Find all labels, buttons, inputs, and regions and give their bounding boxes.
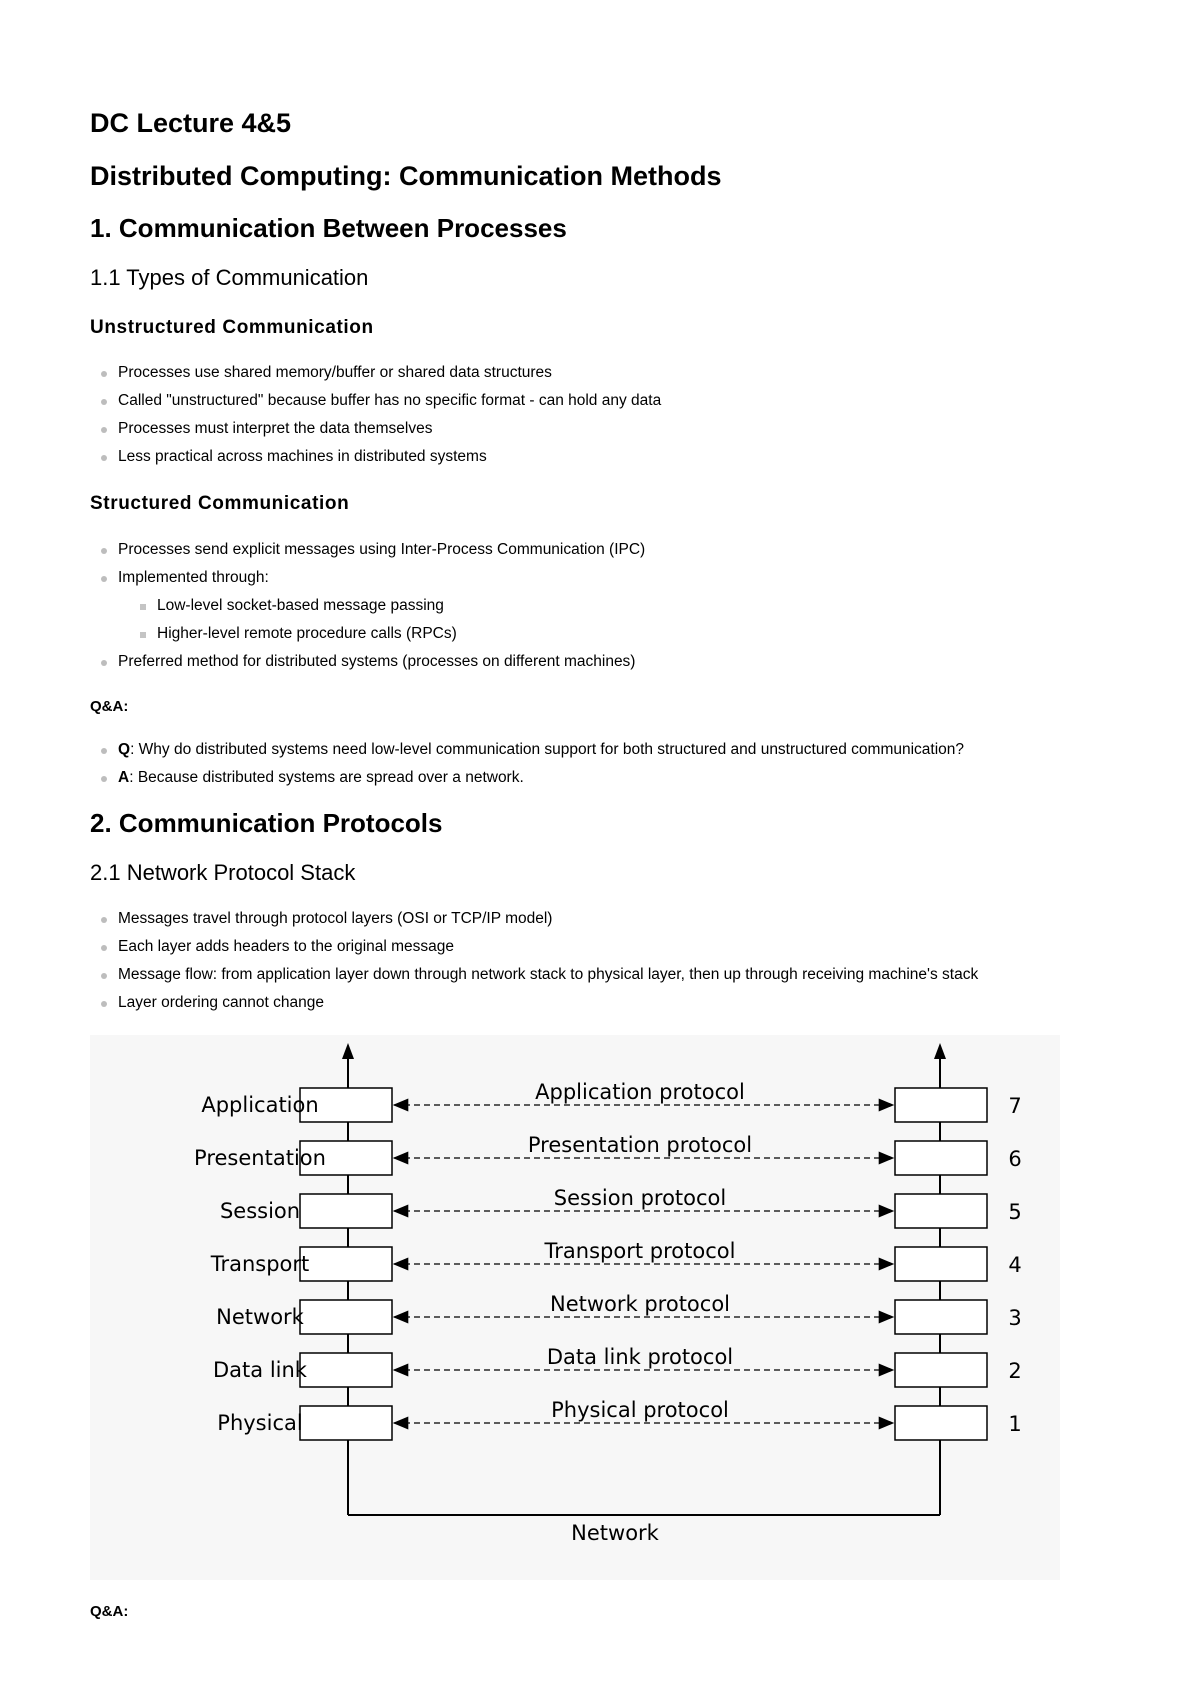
qa-label: Q&A: (90, 698, 129, 715)
osi-model-diagram (90, 1035, 1060, 1580)
section-1-1-heading: 1.1 Types of Communication (90, 265, 369, 290)
right-layer-box (895, 1406, 987, 1440)
layer-number: 5 (1008, 1200, 1022, 1224)
left-layer-box (300, 1247, 392, 1281)
section-2-heading: 2. Communication Protocols (90, 808, 443, 838)
protocol-label: Data link protocol (546, 1345, 734, 1369)
list-item: Processes send explicit messages using Inter-Process Communication (IPC) (90, 536, 645, 564)
answer-prefix: A (118, 769, 130, 786)
right-layer-box (895, 1194, 987, 1228)
question-item (90, 736, 964, 764)
document-subtitle: Distributed Computing: Communication Methods (90, 161, 722, 191)
list-item: Less practical across machines in distributed systems (90, 443, 661, 471)
right-layer-box (895, 1300, 987, 1334)
list-item: Processes use shared memory/buffer or shared data structures (90, 359, 661, 387)
layer-number: 2 (1008, 1359, 1022, 1383)
list-item: Messages travel through protocol layers (OSI or TCP/IP model) (90, 905, 978, 933)
layer-name: Application (201, 1093, 319, 1117)
list-item: Called "unstructured" because buffer has no specific format - can hold any data (90, 387, 661, 415)
question-prefix: Q (118, 741, 131, 758)
protocol-label: Session protocol (553, 1186, 727, 1210)
section-2-1-heading: 2.1 Network Protocol Stack (90, 860, 356, 885)
protocol-label: Application protocol (535, 1080, 745, 1104)
layer-number: 7 (1008, 1094, 1022, 1118)
list-item: Preferred method for distributed systems (processes on different machines) (90, 648, 645, 676)
layer-name: Physical (217, 1411, 303, 1435)
document-title: DC Lecture 4&5 (90, 108, 292, 138)
qa-list (90, 736, 964, 792)
layer-number: 3 (1008, 1306, 1022, 1330)
layer-name: Transport (210, 1252, 310, 1276)
layer-number: 1 (1008, 1412, 1022, 1436)
left-layer-box (300, 1300, 392, 1334)
network-label: Network (571, 1521, 659, 1545)
list-item: Implemented through: (90, 564, 645, 592)
layer-name: Network (216, 1305, 304, 1329)
unstructured-heading: Unstructured Communication (90, 317, 374, 338)
layer-number: 6 (1008, 1147, 1022, 1171)
right-layer-box (895, 1141, 987, 1175)
layer-number: 4 (1008, 1253, 1022, 1277)
layer-name: Data link (213, 1358, 307, 1382)
structured-list (90, 536, 645, 676)
layer-name: Presentation (194, 1146, 326, 1170)
answer-item (90, 764, 964, 792)
right-up-arrow-icon (934, 1043, 946, 1059)
unstructured-list (90, 359, 661, 471)
list-item: Processes must interpret the data themselves (90, 415, 661, 443)
protocol-label: Transport protocol (544, 1239, 736, 1263)
left-layer-box (300, 1353, 392, 1387)
left-layer-box (300, 1406, 392, 1440)
right-layer-box (895, 1247, 987, 1281)
protocol-stack-list (90, 905, 978, 1017)
structured-heading: Structured Communication (90, 493, 350, 514)
list-item: Each layer adds headers to the original message (90, 933, 978, 961)
qa-label-2: Q&A: (90, 1603, 129, 1620)
left-up-arrow-icon (342, 1043, 354, 1059)
protocol-label: Network protocol (549, 1292, 731, 1316)
list-item: Layer ordering cannot change (90, 989, 978, 1017)
protocol-label: Presentation protocol (527, 1133, 753, 1157)
question-text: : Why do distributed systems need low-level communication support for both structured and unstructured communication? (130, 741, 965, 758)
sub-list-item: Low-level socket-based message passing (90, 592, 645, 620)
layer-name: Session (219, 1199, 301, 1223)
protocol-label: Physical protocol (551, 1398, 729, 1422)
sub-list-item: Higher-level remote procedure calls (RPCs) (90, 620, 645, 648)
right-layer-box (895, 1353, 987, 1387)
section-1-heading: 1. Communication Between Processes (90, 213, 567, 243)
list-item: Message flow: from application layer down through network stack to physical layer, then up through receiving machine's stack (90, 961, 978, 989)
left-layer-box (300, 1194, 392, 1228)
right-layer-box (895, 1088, 987, 1122)
answer-text: : Because distributed systems are spread over a network. (129, 769, 524, 786)
